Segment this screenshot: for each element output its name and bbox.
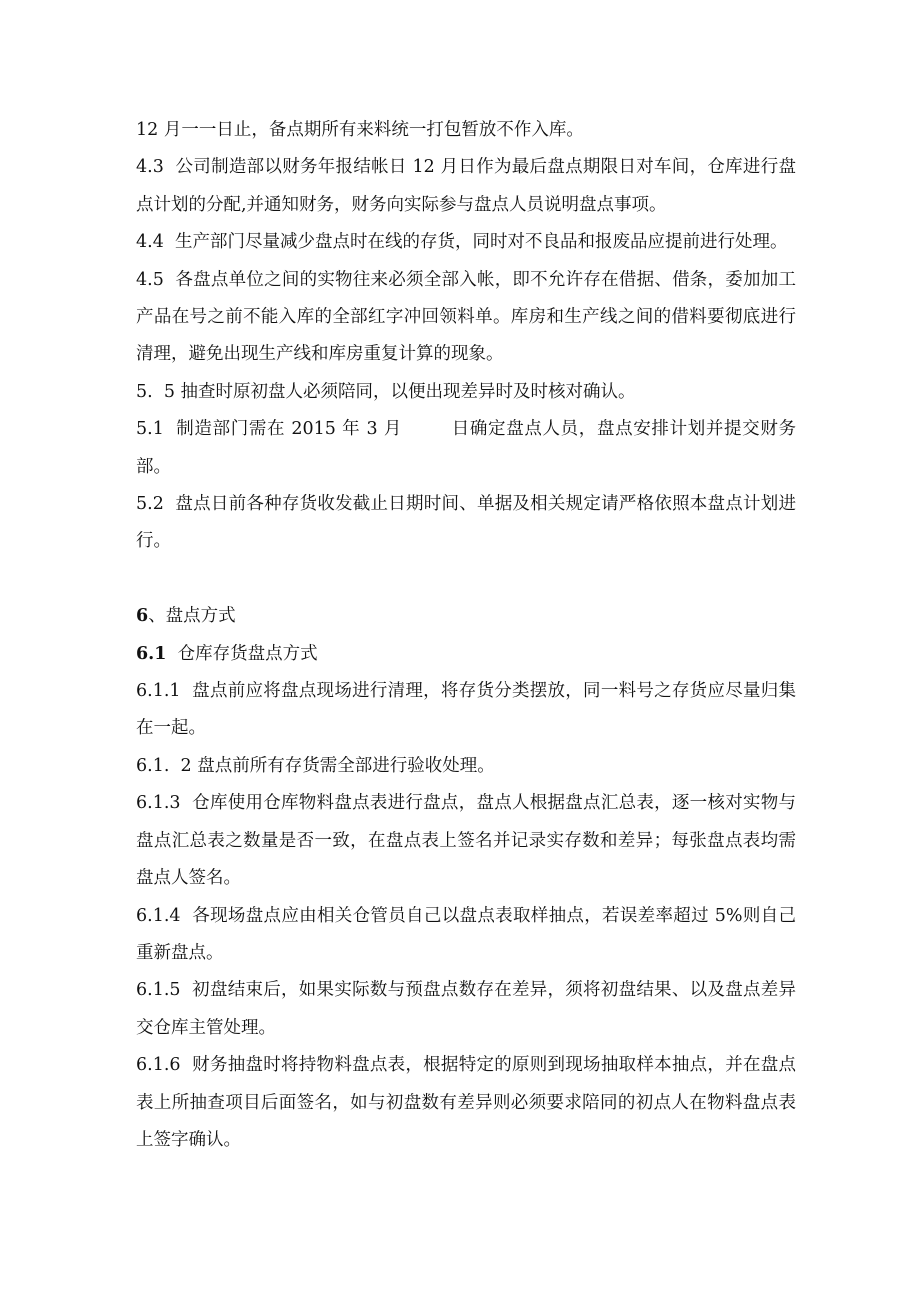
paragraph-4-4: 4.4 生产部门尽量减少盘点时在线的存货，同时对不良品和报废品应提前进行处理。 xyxy=(136,232,788,253)
blank-line xyxy=(136,561,796,598)
section-6-heading xyxy=(136,598,796,635)
paragraph-4-5: 4.5 各盘点单位之间的实物往来必须全部入帐，即不允许存在借据、借条，委加加工产品在号之前不能入库的全部红字冲回领料单。库房和生产线之间的借料要彻底进行清理，避免出现生产线和库房重复计算的现象。 xyxy=(136,269,796,365)
section-6-1-number: 6.1 xyxy=(136,643,167,664)
paragraph-6-1-1: 6.1.1 盘点前应将盘点现场进行清理，将存货分类摆放，同一料号之存货应尽量归集在一起。 xyxy=(136,681,796,739)
paragraph-4-3: 4.3 公司制造部以财务年报结帐日 12 月日作为最后盘点期限日对车间，仓库进行盘点计划的分配,并通知财务，财务向实际参与盘点人员说明盘点事项。 xyxy=(136,157,796,215)
paragraph-5-1: 5.1 制造部门需在 2015 年 3 月 日确定盘点人员，盘点安排计划并提交财务部。 xyxy=(136,419,796,477)
section-6-title: 、盘点方式 xyxy=(148,606,236,627)
paragraph-6-1-2: 6.1. 2 盘点前所有存货需全部进行验收处理。 xyxy=(136,755,495,776)
section-6-1-title: 仓库存货盘点方式 xyxy=(166,643,318,664)
paragraph-6-1-4: 6.1.4 各现场盘点应由相关仓管员自己以盘点表取样抽点，若误差率超过 5%则自己重新盘点。 xyxy=(136,905,796,963)
paragraph-6-1-6: 6.1.6 财务抽盘时将持物料盘点表，根据特定的原则到现场抽取样本抽点，并在盘点表上所抽查项目后面签名，如与初盘数有差异则必须要求陪同的初点人在物料盘点表上签字确认。 xyxy=(136,1055,796,1150)
paragraph-inventory-cutoff: 12 月一一日止，备点期所有来料统一打包暂放不作入库。 xyxy=(136,120,584,140)
paragraph-5-2: 5.2 盘点日前各种存货收发截止日期时间、单据及相关规定请严格依照本盘点计划进行。 xyxy=(136,494,796,552)
document-body xyxy=(136,112,796,1159)
section-6-number: 6 xyxy=(136,606,149,627)
section-6-1-heading xyxy=(136,636,796,673)
paragraph-5-5: 5. 5 抽查时原初盘人必须陪同，以便出现差异时及时核对确认。 xyxy=(136,381,636,402)
paragraph-6-1-3: 6.1.3 仓库使用仓库物料盘点表进行盘点，盘点人根据盘点汇总表，逐一核对实物与盘点汇总表之数量是否一致，在盘点表上签名并记录实存数和差异；每张盘点表均需盘点人签名。 xyxy=(136,793,796,889)
paragraph-6-1-5: 6.1.5 初盘结束后，如果实际数与预盘点数存在差异，须将初盘结果、以及盘点差异交仓库主管处理。 xyxy=(136,980,796,1038)
